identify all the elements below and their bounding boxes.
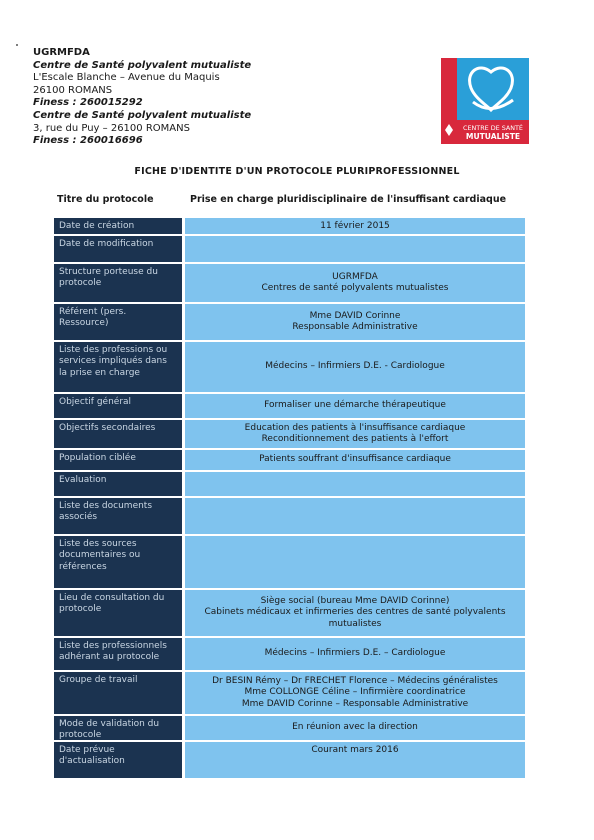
table-row xyxy=(54,590,525,638)
row-label: Population ciblée xyxy=(54,450,182,470)
row-value xyxy=(182,498,525,534)
row-value xyxy=(182,304,525,340)
row-label: Groupe de travail xyxy=(54,672,182,714)
row-value-line: Médecins – Infirmiers D.E. – Cardiologue xyxy=(264,648,446,659)
row-label: Liste des sources documentaires ou références xyxy=(54,536,182,588)
row-value-line: Dr BESIN Rémy – Dr FRECHET Florence – Médecins généralistes xyxy=(212,675,498,686)
row-value-line: Courant mars 2016 xyxy=(311,745,399,755)
centre1-address-line2: 26100 ROMANS xyxy=(33,84,113,96)
table-row xyxy=(54,264,525,304)
row-value-line: Education des patients à l'insuffisance cardiaque xyxy=(244,422,466,433)
row-label: Liste des professionnels adhérant au protocole xyxy=(54,638,182,670)
row-value xyxy=(182,672,525,714)
table-row xyxy=(54,342,525,394)
organisation-header xyxy=(33,47,251,148)
logo-text-line1: CENTRE DE SANTÉ xyxy=(463,124,523,132)
row-label: Date de modification xyxy=(54,236,182,262)
row-value xyxy=(182,536,525,588)
table-row xyxy=(54,236,525,264)
table-row xyxy=(54,420,525,450)
table-row xyxy=(54,536,525,590)
row-value-line: Formaliser une démarche thérapeutique xyxy=(264,400,446,411)
centre1-finess: Finess : 260015292 xyxy=(33,97,143,109)
row-label: Objectif général xyxy=(54,394,182,418)
row-label: Date de création xyxy=(54,218,182,234)
table-row xyxy=(54,304,525,342)
protocol-title-label: Titre du protocole xyxy=(57,194,154,205)
table-row xyxy=(54,716,525,742)
row-value xyxy=(182,472,525,496)
row-label: Référent (pers. Ressource) xyxy=(54,304,182,340)
row-value xyxy=(182,742,525,778)
protocol-title-value: Prise en charge pluridisciplinaire de l'insuffisant cardiaque xyxy=(190,194,507,205)
table-row xyxy=(54,218,525,236)
row-value xyxy=(182,218,525,234)
row-value-line: Médecins – Infirmiers D.E. - Cardiologue xyxy=(265,361,445,372)
row-label: Liste des professions ou services impliqués dans la prise en charge xyxy=(54,342,182,392)
table-row xyxy=(54,742,525,780)
row-value xyxy=(182,590,525,636)
row-value xyxy=(182,450,525,470)
row-label: Evaluation xyxy=(54,472,182,496)
row-value-line: Centres de santé polyvalents mutualistes xyxy=(261,283,449,293)
table-row xyxy=(54,450,525,472)
table-row xyxy=(54,394,525,420)
row-value xyxy=(182,236,525,262)
org-name: UGRMFDA xyxy=(33,47,90,58)
row-value xyxy=(182,394,525,418)
row-label: Date prévue d'actualisation xyxy=(54,742,182,778)
row-value-line: Mme COLLONGE Céline – Infirmière coordinatrice xyxy=(244,687,466,698)
protocol-identity-table xyxy=(54,218,525,780)
table-row xyxy=(54,638,525,672)
row-value-line: Siège social (bureau Mme DAVID Corinne) xyxy=(260,595,450,606)
row-value-line: UGRMFDA xyxy=(332,271,378,282)
table-row xyxy=(54,472,525,498)
scan-speck xyxy=(16,44,18,46)
logo-text-line2: MUTUALISTE xyxy=(465,132,521,141)
row-value-line: 11 février 2015 xyxy=(320,221,390,231)
row-label: Mode de validation du protocole xyxy=(54,716,182,740)
centre1-address-line1: L'Escale Blanche – Avenue du Maquis xyxy=(33,72,220,84)
row-value-line: Mme DAVID Corinne xyxy=(309,310,401,321)
row-value xyxy=(182,638,525,670)
table-row xyxy=(54,498,525,536)
row-value-line: Mme DAVID Corinne – Responsable Administrative xyxy=(241,698,469,709)
centre1-name: Centre de Santé polyvalent mutualiste xyxy=(33,59,252,71)
row-value xyxy=(182,716,525,740)
row-value xyxy=(182,342,525,392)
row-value-line: En réunion avec la direction xyxy=(292,722,418,733)
row-value-line: Responsable Administrative xyxy=(292,322,418,332)
row-label: Structure porteuse du protocole xyxy=(54,264,182,302)
row-value xyxy=(182,420,525,448)
row-value-line: Patients souffrant d'insuffisance cardiaque xyxy=(259,454,451,465)
row-label: Lieu de consultation du protocole xyxy=(54,590,182,636)
centre-de-sante-mutualiste-logo xyxy=(441,58,529,144)
row-value xyxy=(182,264,525,302)
row-label: Liste des documents associés xyxy=(54,498,182,534)
centre2-finess: Finess : 260016696 xyxy=(33,135,143,147)
table-row xyxy=(54,672,525,716)
row-value-line: Cabinets médicaux et infirmeries des centres de santé polyvalents mutualistes xyxy=(204,607,506,629)
centre2-address: 3, rue du Puy – 26100 ROMANS xyxy=(33,122,190,134)
document-title: FICHE D'IDENTITE D'UN PROTOCOLE PLURIPROFESSIONNEL xyxy=(134,166,460,177)
row-label: Objectifs secondaires xyxy=(54,420,182,448)
centre2-name: Centre de Santé polyvalent mutualiste xyxy=(33,109,252,121)
row-value-line: Reconditionnement des patients à l'effort xyxy=(261,434,449,444)
